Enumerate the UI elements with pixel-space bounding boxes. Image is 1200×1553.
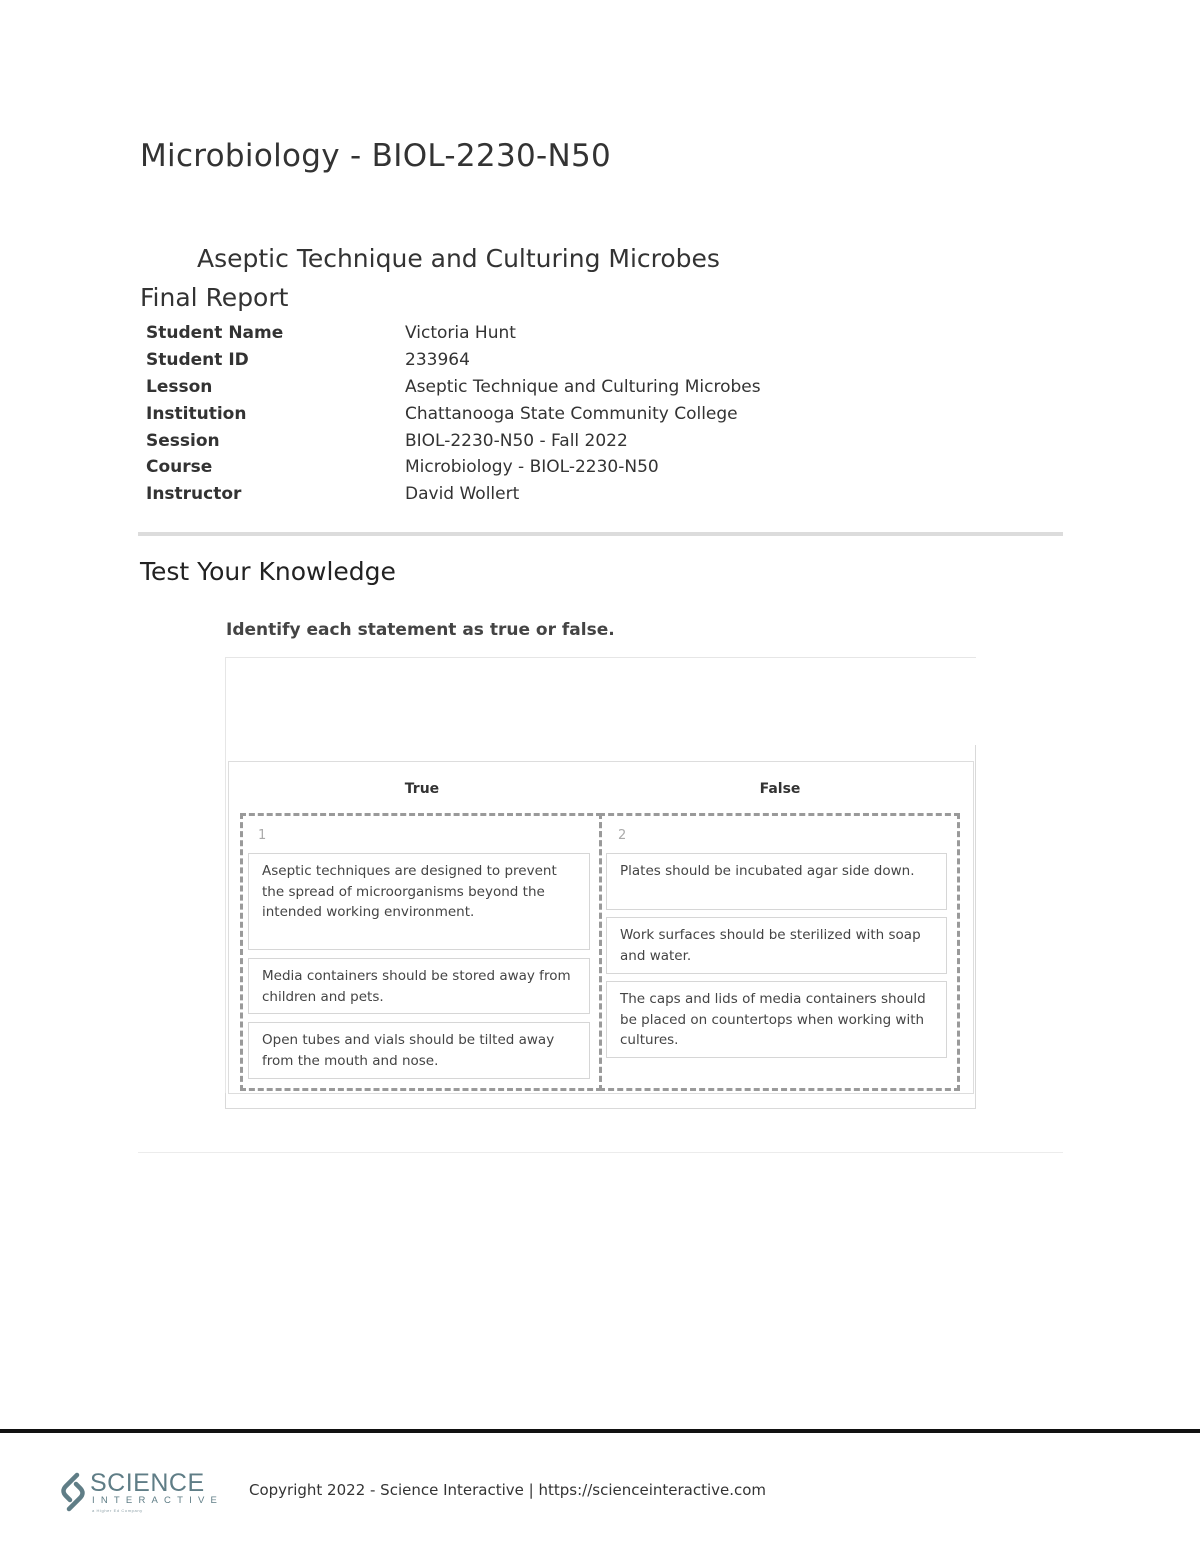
statement-card[interactable]: Aseptic techniques are designed to prevent the spread of microorganisms beyond the intended working environment. <box>248 853 590 950</box>
section-title: Test Your Knowledge <box>140 557 396 586</box>
info-value: David Wollert <box>405 484 520 505</box>
statement-card[interactable]: Open tubes and vials should be tilted away from the mouth and nose. <box>248 1022 590 1079</box>
info-row-lesson <box>146 374 761 401</box>
question-instruction: Identify each statement as true or false. <box>226 620 615 640</box>
info-key: Student ID <box>146 350 249 371</box>
logo-subword: INTERACTIVE <box>92 1495 224 1506</box>
frame-edge <box>975 745 976 1108</box>
info-row-institution <box>146 400 761 427</box>
info-key: Instructor <box>146 484 242 505</box>
info-value: Aseptic Technique and Culturing Microbes <box>405 376 761 397</box>
info-row-session <box>146 427 761 454</box>
science-interactive-logo <box>58 1469 224 1515</box>
footer-rule <box>0 1429 1200 1433</box>
report-label: Final Report <box>140 283 289 312</box>
frame-footer <box>225 1093 976 1109</box>
info-row-student-id <box>146 347 761 374</box>
info-value: BIOL-2230-N50 - Fall 2022 <box>405 430 628 451</box>
column-header-true: True <box>404 781 440 797</box>
info-key: Student Name <box>146 323 284 344</box>
info-row-course <box>146 454 761 481</box>
drop-zone-number: 2 <box>618 828 627 843</box>
logo-word: SCIENCE <box>90 1469 205 1497</box>
info-key: Institution <box>146 403 247 424</box>
info-key: Session <box>146 430 220 451</box>
bottom-divider <box>138 1152 1063 1153</box>
student-info-table <box>146 320 761 508</box>
column-header-false: False <box>759 781 801 797</box>
statement-card[interactable]: Work surfaces should be sterilized with soap and water. <box>606 917 947 974</box>
info-value: Microbiology - BIOL-2230-N50 <box>405 457 659 478</box>
statement-card[interactable]: Plates should be incubated agar side down. <box>606 853 947 910</box>
logo-mark-icon <box>58 1471 88 1513</box>
statement-card[interactable]: Media containers should be stored away from children and pets. <box>248 958 590 1014</box>
drop-zone-number: 1 <box>258 828 267 843</box>
info-key: Lesson <box>146 376 213 397</box>
section-divider <box>138 532 1063 536</box>
lab-title: Aseptic Technique and Culturing Microbes <box>197 244 720 273</box>
info-row-instructor <box>146 481 761 508</box>
course-title: Microbiology - BIOL-2230-N50 <box>140 138 612 174</box>
info-value: Chattanooga State Community College <box>405 403 738 424</box>
info-row-student-name <box>146 320 761 347</box>
info-value: 233964 <box>405 350 470 371</box>
statement-card[interactable]: The caps and lids of media containers should be placed on countertops when working with cultures. <box>606 981 947 1058</box>
info-value: Victoria Hunt <box>405 323 516 344</box>
copyright-text: Copyright 2022 - Science Interactive | https://scienceinteractive.com <box>249 1481 767 1499</box>
logo-tagline: a Higher Ed Company <box>92 1508 143 1513</box>
info-key: Course <box>146 457 213 478</box>
